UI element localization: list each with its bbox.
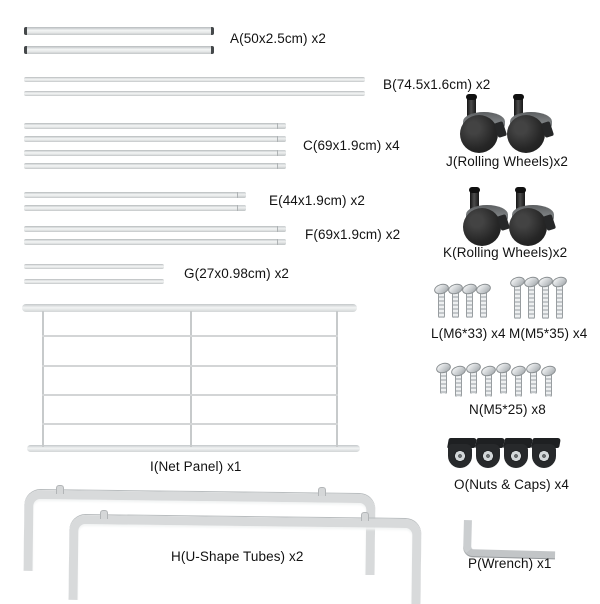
label-part-j: J(Rolling Wheels)x2	[446, 154, 568, 169]
caster-wheel	[509, 208, 547, 246]
caster-wheel	[463, 208, 501, 246]
net-panel-wire-horizontal	[42, 394, 338, 396]
screw-l	[462, 284, 476, 318]
label-part-l: L(M6*33) x4	[431, 326, 506, 341]
label-part-p: P(Wrench) x1	[468, 556, 552, 571]
screw-n	[481, 366, 495, 397]
allen-wrench	[463, 520, 556, 558]
label-part-n: N(M5*25) x8	[469, 402, 546, 417]
screw-m	[524, 277, 538, 319]
tube-c-1	[24, 123, 286, 129]
u-tube-peg	[361, 512, 369, 521]
net-panel-wire-vertical	[336, 311, 338, 447]
screw-l	[434, 284, 448, 318]
u-tube-peg	[318, 487, 326, 496]
screw-n	[436, 363, 450, 394]
screw-n	[496, 363, 510, 394]
net-panel-wire-horizontal	[42, 423, 338, 425]
screw-n	[451, 366, 465, 397]
nut-cap	[448, 438, 476, 468]
screw-m	[538, 277, 552, 319]
rolling-wheel-j-1	[460, 95, 506, 155]
screw-m	[552, 277, 566, 319]
net-panel-wire-vertical	[190, 311, 192, 447]
label-part-a: A(50x2.5cm) x2	[230, 31, 326, 46]
label-part-i: I(Net Panel) x1	[150, 459, 242, 474]
label-part-k: K(Rolling Wheels)x2	[443, 245, 568, 260]
net-panel	[22, 303, 360, 455]
screw-n	[541, 366, 555, 397]
label-part-b: B(74.5x1.6cm) x2	[383, 77, 491, 92]
net-panel-wire-horizontal	[42, 365, 338, 367]
screw-l	[448, 284, 462, 318]
rolling-wheel-j-2	[507, 95, 553, 155]
u-tube-peg	[56, 485, 64, 494]
rolling-wheel-k-2	[509, 188, 555, 248]
tube-a-2	[24, 46, 214, 54]
tube-b-1	[24, 77, 365, 82]
net-panel-wire-vertical	[42, 311, 44, 447]
tube-g-2	[24, 279, 164, 284]
tube-c-2	[24, 136, 286, 142]
label-part-c: C(69x1.9cm) x4	[303, 138, 400, 153]
label-part-m: M(M5*35) x4	[509, 326, 588, 341]
screw-m	[510, 277, 524, 319]
label-part-e: E(44x1.9cm) x2	[269, 193, 365, 208]
screw-n	[511, 366, 525, 397]
net-panel-wire-horizontal	[42, 335, 338, 337]
net-panel-bottom-bar	[27, 445, 360, 452]
screw-n	[526, 363, 540, 394]
screw-n	[466, 363, 480, 394]
nut-cap	[476, 438, 504, 468]
tube-c-4	[24, 163, 286, 169]
screw-l	[476, 284, 490, 318]
label-part-g: G(27x0.98cm) x2	[184, 266, 290, 281]
tube-f-1	[24, 226, 286, 232]
tube-e-2	[24, 205, 246, 211]
label-part-f: F(69x1.9cm) x2	[305, 227, 401, 242]
caster-wheel	[460, 115, 498, 153]
tube-g-1	[24, 264, 164, 269]
tube-f-2	[24, 239, 286, 245]
tube-e-1	[24, 192, 246, 198]
caster-wheel	[507, 115, 545, 153]
label-part-o: O(Nuts & Caps) x4	[454, 477, 569, 492]
nut-cap	[532, 438, 560, 468]
nut-cap	[504, 438, 532, 468]
label-part-h: H(U-Shape Tubes) x2	[171, 549, 304, 564]
tube-a-1	[24, 27, 214, 35]
u-tube-peg	[100, 510, 108, 519]
tube-c-3	[24, 150, 286, 156]
tube-b-2	[24, 91, 365, 96]
rolling-wheel-k-1	[463, 188, 509, 248]
